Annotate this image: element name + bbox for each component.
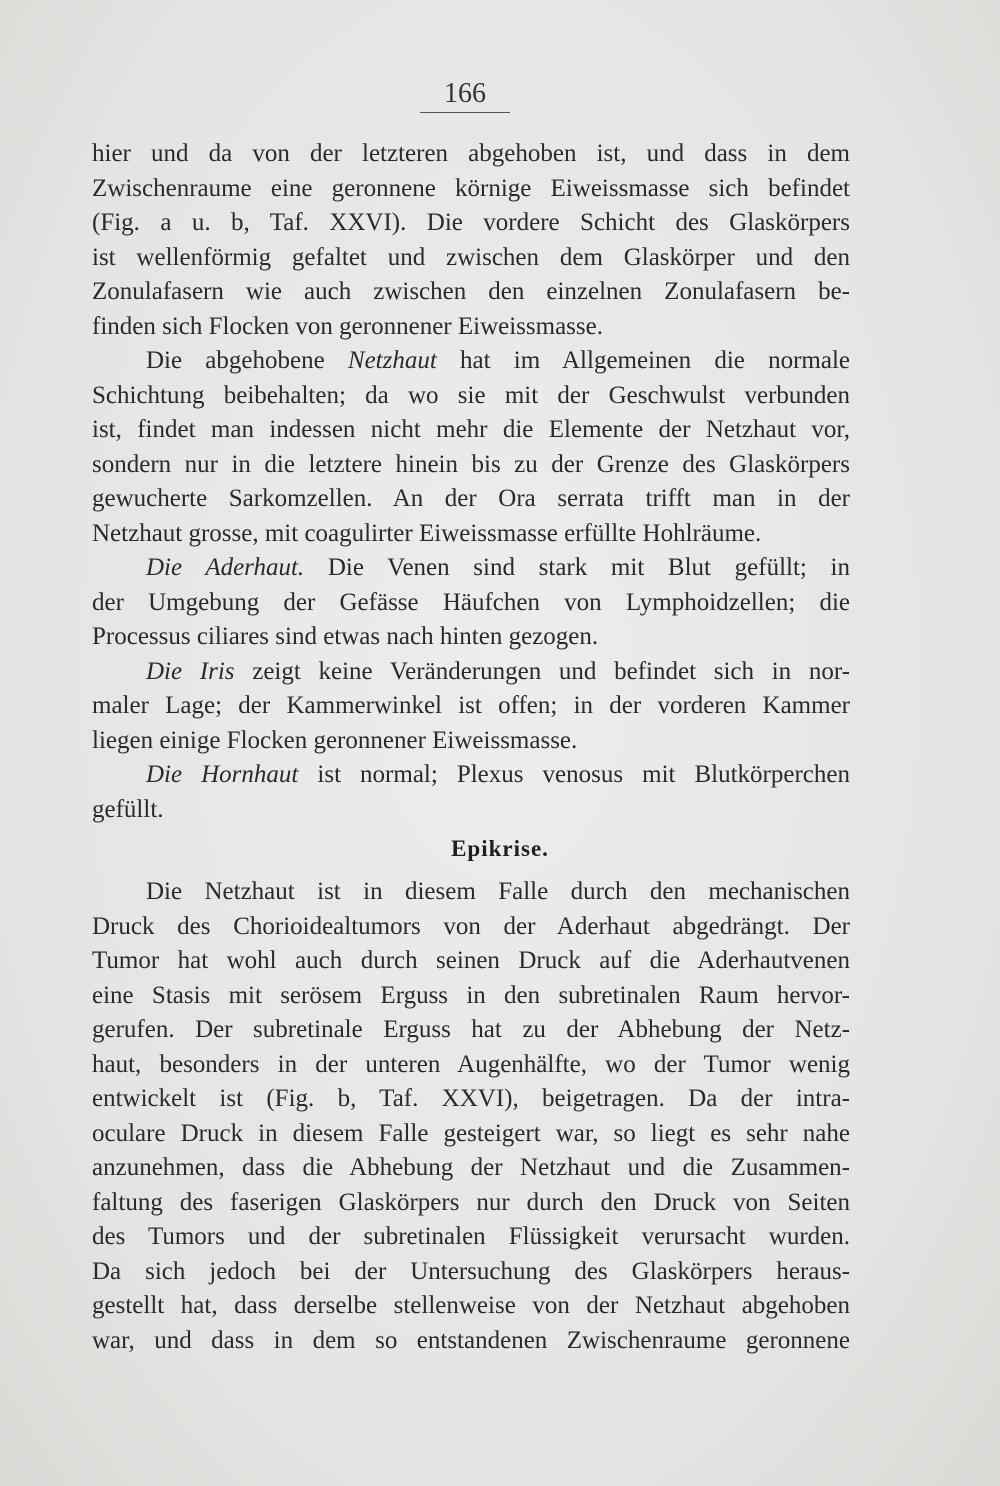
text-run: Die abgehobene — [146, 347, 348, 374]
text-run: zeigt keine Veränderungen und befindet sich in nor- — [234, 658, 850, 685]
text-line: entwickelt ist (Fig. b, Taf. XXVI), beigetragen. Da der intra- — [92, 1085, 850, 1112]
text-line: hier und da von der letzteren abgehoben ist, und dass in dem — [92, 140, 850, 167]
text-line: anzunehmen, dass die Abhebung der Netzhaut und die Zusammen- — [92, 1154, 850, 1181]
italic-term: Die Hornhaut — [146, 761, 299, 788]
italic-term: Die Iris — [146, 658, 235, 685]
text-line: gerufen. Der subretinale Erguss hat zu der Abhebung der Netz- — [92, 1016, 850, 1043]
text-line: sondern nur in die letztere hinein bis zu der Grenze des Glaskörpers — [92, 451, 850, 478]
text-line — [146, 755, 850, 795]
text-line: faltung des faserigen Glaskörpers nur durch den Druck von Seiten — [92, 1189, 850, 1216]
text-line: des Tumors und der subretinalen Flüssigkeit verursacht wurden. — [92, 1223, 850, 1250]
text-run: hat im Allgemeinen die normale — [436, 347, 850, 374]
text-line: gewucherte Sarkomzellen. An der Ora serrata trifft man in der — [92, 485, 850, 512]
page-number: 166 — [420, 78, 510, 113]
text-line: liegen einige Flocken geronnener Eiweissmasse. — [92, 727, 578, 754]
text-run: ist normal; Plexus venosus mit Blutkörperchen — [298, 761, 850, 788]
text-line: oculare Druck in diesem Falle gesteigert war, so liegt es sehr nahe — [92, 1120, 850, 1147]
text-line: Zonulafasern wie auch zwischen den einzelnen Zonulafasern be- — [92, 278, 850, 305]
text-line: gestellt hat, dass derselbe stellenweise von der Netzhaut abgehoben — [92, 1292, 850, 1319]
text-line: Netzhaut grosse, mit coagulirter Eiweissmasse erfüllte Hohlräume. — [92, 520, 762, 547]
text-line: gefüllt. — [92, 796, 164, 823]
text-line: finden sich Flocken von geronnener Eiweissmasse. — [92, 313, 603, 340]
text-line: Schichtung beibehalten; da wo sie mit der Geschwulst verbunden — [92, 382, 850, 409]
italic-term: Netzhaut — [347, 347, 437, 374]
text-line: ist, findet man indessen nicht mehr die Elemente der Netzhaut vor, — [92, 416, 850, 443]
section-heading: Epikrise. — [451, 836, 549, 861]
text-line: ist wellenförmig gefaltet und zwischen dem Glaskörper und den — [92, 244, 850, 271]
italic-term: Die Aderhaut. — [146, 554, 305, 581]
text-line: haut, besonders in der unteren Augenhälfte, wo der Tumor wenig — [92, 1051, 850, 1078]
text-line: der Umgebung der Gefässe Häufchen von Lymphoidzellen; die — [92, 589, 850, 616]
text-line: (Fig. a u. b, Taf. XXVI). Die vordere Schicht des Glaskörpers — [92, 209, 850, 236]
text-line: Tumor hat wohl auch durch seinen Druck auf die Aderhautvenen — [92, 947, 850, 974]
text-line: Druck des Chorioidealtumors von der Aderhaut abgedrängt. Der — [92, 913, 850, 940]
text-run: Die Venen sind stark mit Blut gefüllt; in — [304, 554, 850, 581]
text-line: Die Netzhaut ist in diesem Falle durch den mechanischen — [146, 878, 850, 905]
text-line — [146, 548, 850, 588]
text-line: Da sich jedoch bei der Untersuchung des Glaskörpers heraus- — [92, 1258, 850, 1285]
text-line: Processus ciliares sind etwas nach hinten gezogen. — [92, 623, 599, 650]
text-line: war, und dass in dem so entstandenen Zwischenraume geronnene — [92, 1327, 850, 1354]
text-line: Zwischenraume eine geronnene körnige Eiweissmasse sich befindet — [92, 175, 850, 202]
text-line: eine Stasis mit serösem Erguss in den subretinalen Raum hervor- — [92, 982, 850, 1009]
text-line — [146, 341, 850, 381]
text-line: maler Lage; der Kammerwinkel ist offen; in der vorderen Kammer — [92, 692, 850, 719]
